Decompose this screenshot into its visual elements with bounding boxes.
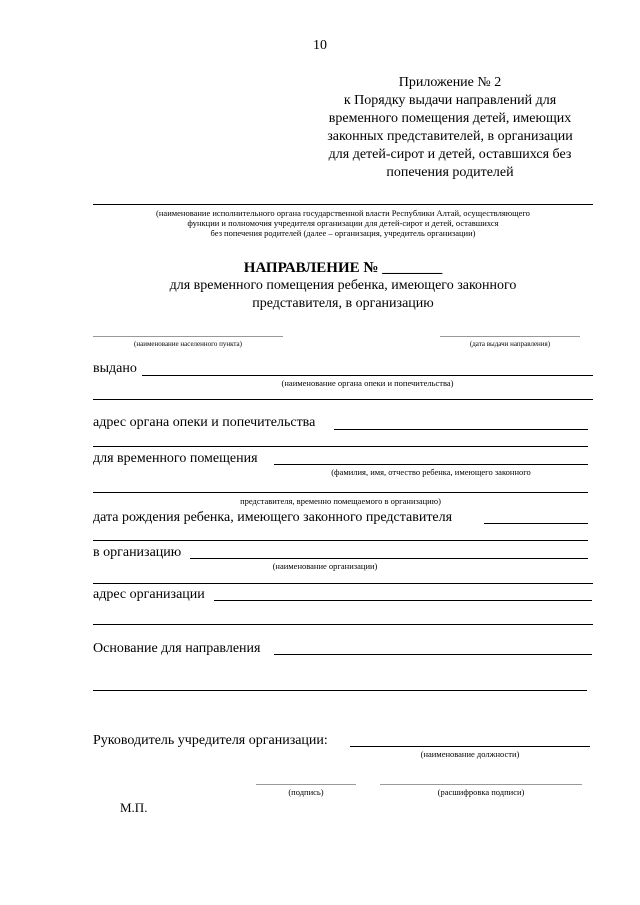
child-birthdate-label: дата рождения ребенка, имеющего законного представителя <box>93 510 453 525</box>
organization-address-line[interactable] <box>214 600 592 601</box>
to-organization-line[interactable] <box>190 558 588 559</box>
position-caption: (наименование должности) <box>420 749 520 759</box>
child-name-line[interactable] <box>93 492 588 493</box>
appendix-line: законных представителей, в организации <box>327 129 573 144</box>
to-organization-label: в организацию <box>93 545 182 560</box>
locality-caption: (наименование населенного пункта) <box>134 340 242 348</box>
guardianship-address-label: адрес органа опеки и попечительства <box>93 415 316 430</box>
issuer-caption-line: функции и полномочия учредителя организации для детей-сирот и детей, оставшихся <box>187 218 499 228</box>
child-birthdate-line-2[interactable] <box>93 540 588 541</box>
issued-to-label: выдано <box>93 361 137 376</box>
issuer-caption-line: без попечения родителей (далее – организация, учредитель организации) <box>210 228 476 238</box>
guardianship-caption: (наименование органа опеки и попечительства) <box>281 378 454 388</box>
document-subtitle: для временного помещения ребенка, имеющего законного <box>169 278 517 293</box>
appendix-line: попечения родителей <box>386 165 514 180</box>
signature-line[interactable] <box>256 784 356 785</box>
appendix-line: для детей-сирот и детей, оставшихся без <box>328 147 572 162</box>
position-line[interactable] <box>350 746 590 747</box>
head-of-founder-label: Руководитель учредителя организации: <box>93 733 328 748</box>
temporary-placement-line[interactable] <box>274 464 588 465</box>
signature-decoding-caption: (расшифровка подписи) <box>437 787 525 797</box>
appendix-block <box>290 74 610 182</box>
to-organization-line-2[interactable] <box>93 583 593 584</box>
document-title: НАПРАВЛЕНИЕ № ________ <box>243 260 443 276</box>
child-name-caption: (фамилия, имя, отчество ребенка, имеющего законного <box>331 467 531 477</box>
signature-caption: (подпись) <box>288 787 324 797</box>
issue-date-line[interactable] <box>440 336 580 337</box>
issued-to-line-2[interactable] <box>93 399 593 400</box>
guardianship-address-line-2[interactable] <box>93 446 588 447</box>
issued-to-line[interactable] <box>142 375 593 376</box>
stamp-place-label: М.П. <box>120 800 148 815</box>
guardianship-address-line[interactable] <box>334 429 588 430</box>
document-subtitle: представителя, в организацию <box>252 296 434 311</box>
locality-line[interactable] <box>93 336 283 337</box>
basis-label: Основание для направления <box>93 641 261 656</box>
appendix-line: к Порядку выдачи направлений для <box>343 93 557 108</box>
organization-address-label: адрес организации <box>93 587 205 602</box>
organization-caption: (наименование организации) <box>272 561 378 571</box>
child-name-caption-cont: представителя, временно помещаемого в организацию) <box>240 496 441 506</box>
page-number: 10 <box>313 38 327 53</box>
appendix-title: Приложение № 2 <box>398 75 502 90</box>
issue-date-caption: (дата выдачи направления) <box>469 340 551 348</box>
signature-decoding-line[interactable] <box>380 784 582 785</box>
appendix-line: временного помещения детей, имеющих <box>328 111 572 126</box>
child-birthdate-line[interactable] <box>484 523 588 524</box>
issuer-caption-line: (наименование исполнительного органа государственной власти Республики Алтай, осуществляющего <box>156 208 530 218</box>
temporary-placement-label: для временного помещения <box>93 451 258 466</box>
organization-address-line-2[interactable] <box>93 624 593 625</box>
issuer-name-line[interactable] <box>93 204 593 205</box>
issuer-caption <box>93 208 593 238</box>
basis-line[interactable] <box>274 654 592 655</box>
basis-line-2[interactable] <box>93 690 587 691</box>
